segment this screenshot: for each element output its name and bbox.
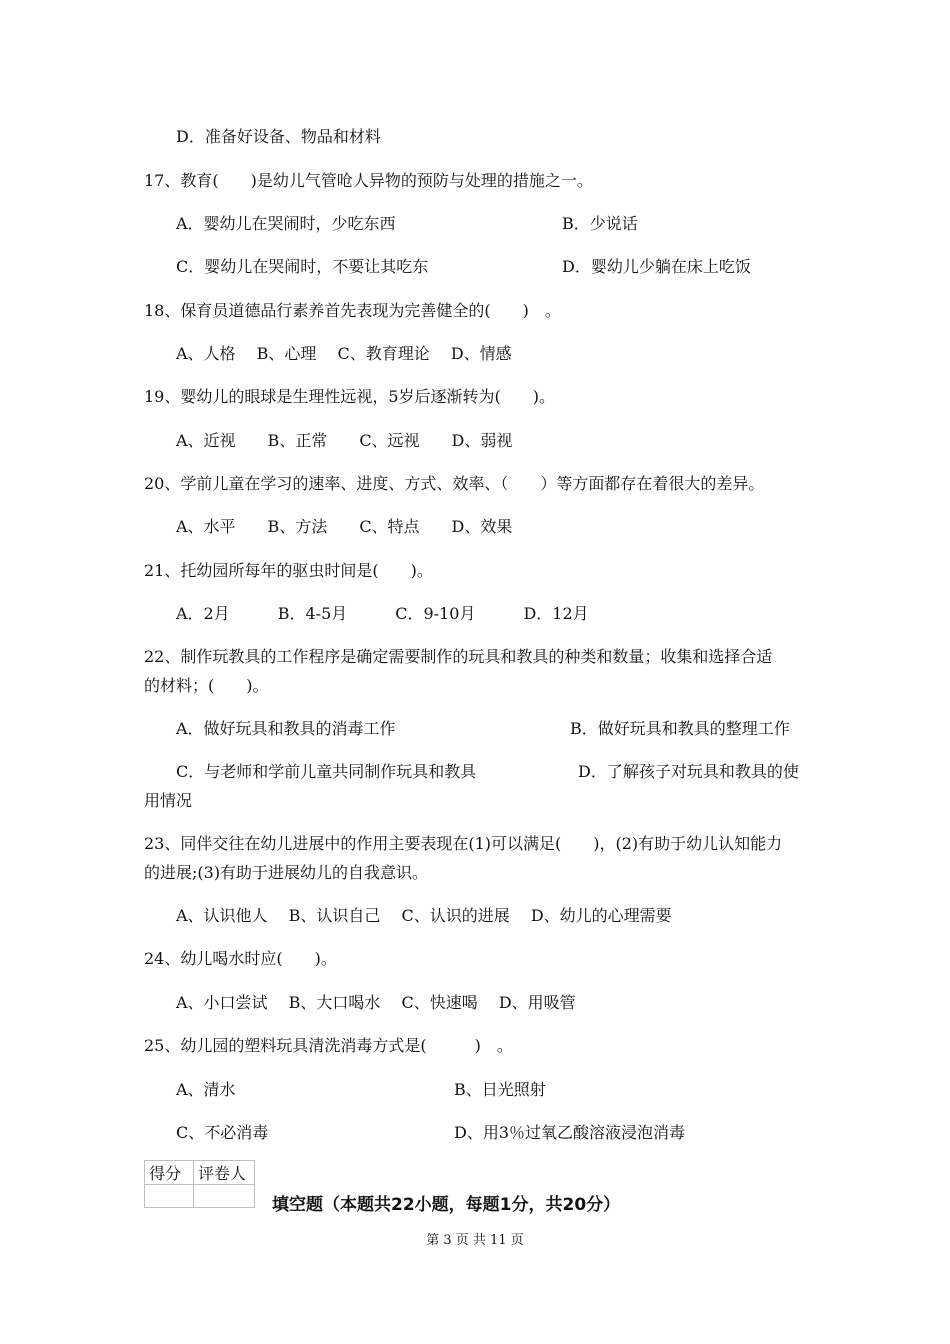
question-16-option-d: D．准备好设备、物品和材料 <box>176 127 381 146</box>
question-25-stem: 25、幼儿园的塑料玩具清洗消毒方式是( ) 。 <box>144 1036 513 1055</box>
page-footer: 第 3 页 共 11 页 <box>426 1233 524 1248</box>
question-25-option-a: A、清水 <box>176 1080 236 1099</box>
question-17-option-c: C．婴幼儿在哭闹时，不要让其吃东 <box>176 257 429 276</box>
question-18-options: A、人格 B、心理 C、教育理论 D、情感 <box>176 344 512 363</box>
question-17-stem: 17、教育( )是幼儿气管呛人异物的预防与处理的措施之一。 <box>144 171 593 190</box>
question-24-stem: 24、幼儿喝水时应( )。 <box>144 949 337 968</box>
reviewer-cell <box>194 1185 255 1208</box>
question-17-option-b: B．少说话 <box>562 214 638 233</box>
question-20-options: A、水平 B、方法 C、特点 D、效果 <box>176 517 513 536</box>
question-17-option-a: A．婴幼儿在哭闹时，少吃东西 <box>176 214 396 233</box>
question-22-option-d: D．了解孩子对玩具和教具的使 <box>578 762 799 781</box>
question-22-option-c: C．与老师和学前儿童共同制作玩具和教具 <box>176 762 477 781</box>
question-22-option-d-continued: 用情况 <box>144 791 193 810</box>
question-21-stem: 21、托幼园所每年的驱虫时间是( )。 <box>144 561 433 580</box>
question-24-options: A、小口尝试 B、大口喝水 C、快速喝 D、用吸管 <box>176 993 576 1012</box>
question-25-option-b: B、日光照射 <box>454 1080 546 1099</box>
score-label: 得分 <box>145 1161 194 1185</box>
score-cell <box>145 1185 194 1208</box>
question-19-options: A、近视 B、正常 C、远视 D、弱视 <box>176 431 513 450</box>
score-box <box>144 1160 255 1208</box>
question-18-stem: 18、保育员道德品行素养首先表现为完善健全的( ) 。 <box>144 301 561 320</box>
question-25-option-d: D、用3％过氧乙酸溶液浸泡消毒 <box>454 1123 686 1142</box>
reviewer-label: 评卷人 <box>194 1161 255 1185</box>
question-22-stem-line-1: 22、制作玩教具的工作程序是确定需要制作的玩具和教具的种类和数量；收集和选择合适 <box>144 647 773 666</box>
question-22-option-a: A．做好玩具和教具的消毒工作 <box>176 719 396 738</box>
question-22-option-b: B．做好玩具和教具的整理工作 <box>570 719 790 738</box>
question-23-options: A、认识他人 B、认识自己 C、认识的进展 D、幼儿的心理需要 <box>176 906 672 925</box>
question-20-stem: 20、学前儿童在学习的速率、进度、方式、效率、（ ）等方面都存在着很大的差异。 <box>144 474 765 493</box>
question-25-option-c: C、不必消毒 <box>176 1123 269 1142</box>
question-19-stem: 19、婴幼儿的眼球是生理性远视，5岁后逐渐转为( )。 <box>144 387 556 406</box>
question-23-stem-line-2: 的进展;(3)有助于进展幼儿的自我意识。 <box>144 863 429 882</box>
question-17-option-d: D．婴幼儿少躺在床上吃饭 <box>562 257 751 276</box>
section-title: 填空题（本题共22小题，每题1分，共20分） <box>272 1195 621 1215</box>
question-21-options: A．2月 B．4-5月 C．9-10月 D．12月 <box>176 604 589 623</box>
question-22-stem-line-2: 的材料；( )。 <box>144 676 269 695</box>
question-23-stem-line-1: 23、同伴交往在幼儿进展中的作用主要表现在(1)可以满足( )，(2)有助于幼儿认知能力 <box>144 834 783 853</box>
